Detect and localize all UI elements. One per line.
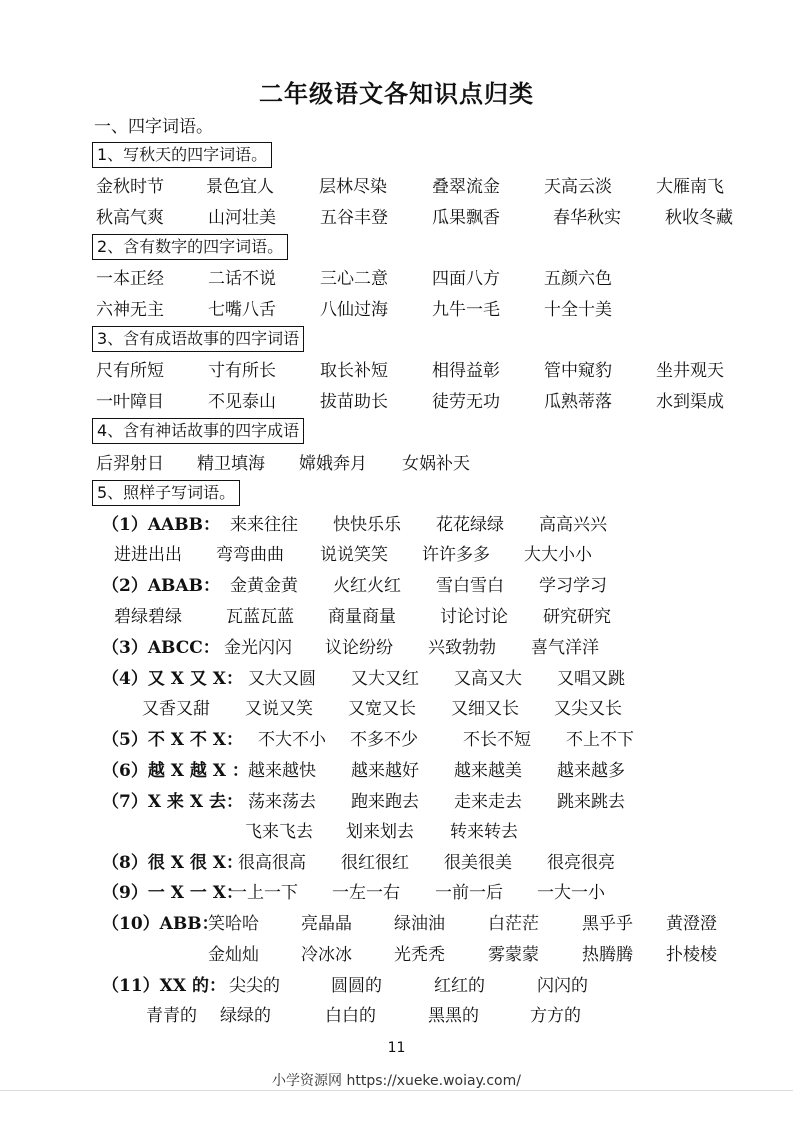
footer-watermark: 小学资源网 https://xueke.woiay.com/ xyxy=(272,1073,521,1089)
word: 白茫茫 xyxy=(488,914,539,934)
pattern-label: （6）越 X 越 X ： xyxy=(102,761,249,781)
word: 嫦娥奔月 xyxy=(299,454,367,474)
word: 绿绿的 xyxy=(220,1006,271,1026)
word: 火红火红 xyxy=(333,576,401,596)
footer-divider xyxy=(0,1090,793,1091)
word: 又细又长 xyxy=(451,699,519,719)
word: 女娲补天 xyxy=(402,454,470,474)
subsection-heading-5: 5、照样子写词语。 xyxy=(92,480,240,506)
word: 又尖又长 xyxy=(554,699,622,719)
word: 尖尖的 xyxy=(229,976,280,996)
pattern-row xyxy=(0,540,793,570)
word: 又高又大 xyxy=(454,669,522,689)
word: 越来越多 xyxy=(557,761,625,781)
word: 八仙过海 xyxy=(320,300,388,320)
word: 黑黑的 xyxy=(428,1006,479,1026)
pattern-label: （10）ABB： xyxy=(102,914,219,934)
word: 寸有所长 xyxy=(208,361,276,381)
word: 热腾腾 xyxy=(582,945,633,965)
word: 不见泰山 xyxy=(208,392,276,412)
pattern-row xyxy=(0,571,793,601)
pattern-label: （9）一 X 一 X： xyxy=(102,883,243,903)
pattern-row xyxy=(0,971,793,1001)
pattern-row xyxy=(0,602,793,632)
word: 来来往往 xyxy=(230,515,298,535)
word: 不长不短 xyxy=(463,730,531,750)
word: 讨论讨论 xyxy=(440,607,508,627)
word: 大雁南飞 xyxy=(656,177,724,197)
word: 景色宜人 xyxy=(206,177,274,197)
word: 笑哈哈 xyxy=(208,914,259,934)
subsection-heading-1: 1、写秋天的四字词语。 xyxy=(92,142,272,168)
word: 很美很美 xyxy=(444,853,512,873)
word: 喜气洋洋 xyxy=(531,638,599,658)
word: 弯弯曲曲 xyxy=(216,545,284,565)
word: 金黄金黄 xyxy=(230,576,298,596)
word: 瓜果飘香 xyxy=(432,208,500,228)
pattern-row xyxy=(0,756,793,786)
pattern-label: （5）不 X 不 X： xyxy=(102,730,243,750)
word: 黑乎乎 xyxy=(582,914,633,934)
word: 飞来飞去 xyxy=(245,822,313,842)
word: 扑棱棱 xyxy=(666,945,717,965)
word: 瓜熟蒂落 xyxy=(544,392,612,412)
word: 说说笑笑 xyxy=(320,545,388,565)
word: 叠翠流金 xyxy=(432,177,500,197)
word: 山河壮美 xyxy=(208,208,276,228)
word-row xyxy=(0,387,793,417)
word: 管中窥豹 xyxy=(544,361,612,381)
word: 秋收冬藏 xyxy=(665,208,733,228)
word: 后羿射日 xyxy=(96,454,164,474)
word: 亮晶晶 xyxy=(301,914,352,934)
word: 圆圆的 xyxy=(331,976,382,996)
word: 很高很高 xyxy=(238,853,306,873)
word: 青青的 xyxy=(146,1006,197,1026)
word: 荡来荡去 xyxy=(248,792,316,812)
subsection-heading-2: 2、含有数字的四字词语。 xyxy=(92,234,288,260)
word: 天高云淡 xyxy=(544,177,612,197)
word: 不上不下 xyxy=(566,730,634,750)
word: 秋高气爽 xyxy=(96,208,164,228)
word: 六神无主 xyxy=(96,300,164,320)
pattern-row xyxy=(0,694,793,724)
word: 雪白雪白 xyxy=(436,576,504,596)
word: 水到渠成 xyxy=(656,392,724,412)
word: 相得益彰 xyxy=(432,361,500,381)
word-row xyxy=(0,264,793,294)
word: 冷冰冰 xyxy=(301,945,352,965)
pattern-row xyxy=(0,787,793,817)
word: 学习学习 xyxy=(539,576,607,596)
word: 五谷丰登 xyxy=(320,208,388,228)
word: 兴致勃勃 xyxy=(428,638,496,658)
word: 越来越好 xyxy=(351,761,419,781)
word: 白白的 xyxy=(325,1006,376,1026)
pattern-row xyxy=(0,725,793,755)
word: 不大不小 xyxy=(258,730,326,750)
word: 一本正经 xyxy=(96,269,164,289)
word: 跳来跳去 xyxy=(557,792,625,812)
word: 金秋时节 xyxy=(96,177,164,197)
word: 方方的 xyxy=(530,1006,581,1026)
pattern-row xyxy=(0,1001,793,1031)
word: 取长补短 xyxy=(320,361,388,381)
subsection-heading-3: 3、含有成语故事的四字词语 xyxy=(92,326,304,352)
word: 七嘴八舌 xyxy=(208,300,276,320)
word: 又大又红 xyxy=(351,669,419,689)
word: 高高兴兴 xyxy=(539,515,607,535)
section-heading: 一、四字词语。 xyxy=(94,117,213,137)
word: 不多不少 xyxy=(350,730,418,750)
word: 又说又笑 xyxy=(245,699,313,719)
word: 一前一后 xyxy=(435,883,503,903)
word: 光秃秃 xyxy=(394,945,445,965)
word-row xyxy=(0,356,793,386)
word: 五颜六色 xyxy=(544,269,612,289)
word: 花花绿绿 xyxy=(436,515,504,535)
pattern-label: （1）AABB： xyxy=(102,515,220,535)
word: 一大一小 xyxy=(537,883,605,903)
pattern-row xyxy=(0,510,793,540)
word: 划来划去 xyxy=(346,822,414,842)
pattern-label: （4）又 X 又 X： xyxy=(102,669,243,689)
pattern-row xyxy=(0,633,793,663)
word-row xyxy=(0,449,793,479)
word: 拔苗助长 xyxy=(320,392,388,412)
word: 跑来跑去 xyxy=(351,792,419,812)
word: 很红很红 xyxy=(341,853,409,873)
word: 转来转去 xyxy=(450,822,518,842)
word: 又宽又长 xyxy=(348,699,416,719)
word: 尺有所短 xyxy=(96,361,164,381)
word: 金光闪闪 xyxy=(224,638,292,658)
subsection-heading-4: 4、含有神话故事的四字成语 xyxy=(92,418,304,444)
word: 很亮很亮 xyxy=(547,853,615,873)
word: 黄澄澄 xyxy=(666,914,717,934)
word: 一叶障目 xyxy=(96,392,164,412)
word: 一左一右 xyxy=(332,883,400,903)
word: 红红的 xyxy=(434,976,485,996)
word: 越来越快 xyxy=(248,761,316,781)
word: 九牛一毛 xyxy=(432,300,500,320)
word: 研究研究 xyxy=(543,607,611,627)
word: 十全十美 xyxy=(544,300,612,320)
pattern-label: （11）XX 的： xyxy=(102,976,226,996)
word: 碧绿碧绿 xyxy=(114,607,182,627)
word-row xyxy=(0,295,793,325)
word: 四面八方 xyxy=(432,269,500,289)
word: 商量商量 xyxy=(328,607,396,627)
word-row xyxy=(0,203,793,233)
word: 一上一下 xyxy=(230,883,298,903)
word: 瓦蓝瓦蓝 xyxy=(226,607,294,627)
page-number: 11 xyxy=(387,1040,406,1056)
word: 精卫填海 xyxy=(197,454,265,474)
pattern-row xyxy=(0,878,793,908)
word: 又香又甜 xyxy=(142,699,210,719)
word: 走来走去 xyxy=(454,792,522,812)
word: 三心二意 xyxy=(320,269,388,289)
word: 又唱又跳 xyxy=(557,669,625,689)
word: 徒劳无功 xyxy=(432,392,500,412)
word: 许许多多 xyxy=(422,545,490,565)
pattern-row xyxy=(0,909,793,939)
pattern-label: （7）X 来 X 去： xyxy=(102,792,243,812)
page-title: 二年级语文各知识点归类 xyxy=(259,80,534,108)
word: 坐井观天 xyxy=(656,361,724,381)
word: 闪闪的 xyxy=(537,976,588,996)
pattern-row xyxy=(0,817,793,847)
word: 二话不说 xyxy=(208,269,276,289)
pattern-label: （2）ABAB： xyxy=(102,576,220,596)
word: 绿油油 xyxy=(394,914,445,934)
pattern-label: （8）很 X 很 X： xyxy=(102,853,243,873)
word: 春华秋实 xyxy=(553,208,621,228)
word: 快快乐乐 xyxy=(333,515,401,535)
pattern-row xyxy=(0,940,793,970)
word: 议论纷纷 xyxy=(325,638,393,658)
word: 越来越美 xyxy=(454,761,522,781)
word: 雾蒙蒙 xyxy=(488,945,539,965)
pattern-label: （3）ABCC： xyxy=(102,638,220,658)
word: 又大又圆 xyxy=(248,669,316,689)
pattern-row xyxy=(0,848,793,878)
word: 大大小小 xyxy=(524,545,592,565)
word-row xyxy=(0,172,793,202)
word: 层林尽染 xyxy=(319,177,387,197)
word: 进进出出 xyxy=(114,545,182,565)
word: 金灿灿 xyxy=(208,945,259,965)
pattern-row xyxy=(0,664,793,694)
